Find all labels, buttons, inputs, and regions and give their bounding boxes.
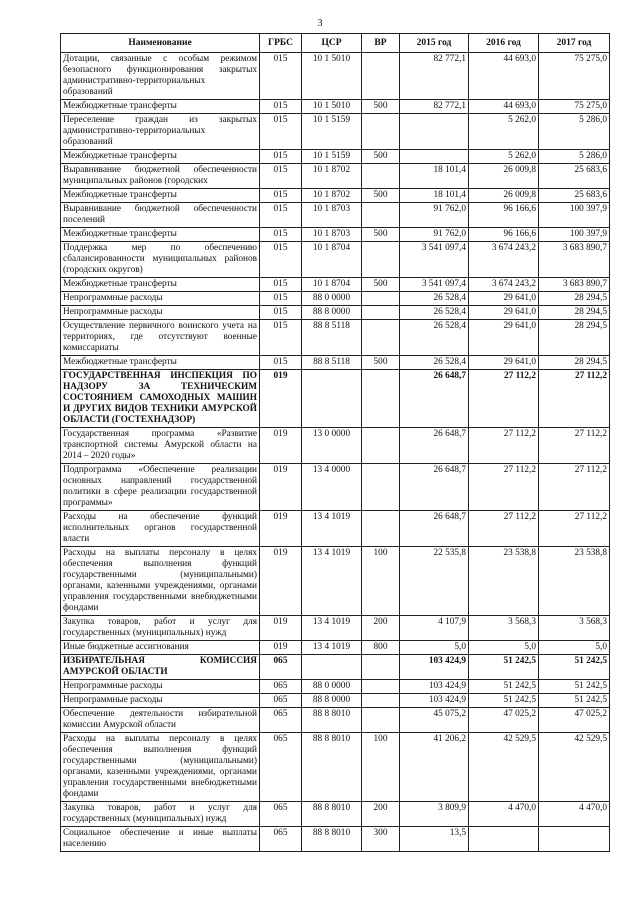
- row-value-2015: 18 101,4: [400, 189, 469, 203]
- row-name: Выравнивание бюджетной обеспеченности поселений: [61, 203, 260, 228]
- row-csr: 88 0 0000: [302, 292, 362, 306]
- row-csr: 10 1 8702: [302, 189, 362, 203]
- row-name: Непрограммные расходы: [61, 694, 260, 708]
- row-csr: 88 8 8010: [302, 708, 362, 733]
- row-grbs: 015: [260, 306, 302, 320]
- row-grbs: 015: [260, 356, 302, 370]
- table-row: [61, 641, 610, 655]
- row-vr: 200: [362, 802, 400, 827]
- row-grbs: 015: [260, 242, 302, 278]
- row-value-2017: [539, 827, 610, 852]
- row-grbs: 015: [260, 189, 302, 203]
- row-name: Межбюджетные трансферты: [61, 189, 260, 203]
- row-csr: 88 8 0000: [302, 694, 362, 708]
- row-csr: 88 8 8010: [302, 733, 362, 802]
- row-value-2015: 82 772,1: [400, 100, 469, 114]
- row-csr: 88 0 0000: [302, 680, 362, 694]
- row-grbs: 065: [260, 802, 302, 827]
- row-value-2016: 96 166,6: [469, 228, 539, 242]
- row-grbs: 019: [260, 370, 302, 428]
- row-name: Непрограммные расходы: [61, 680, 260, 694]
- row-value-2016: 26 009,8: [469, 164, 539, 189]
- row-name: Межбюджетные трансферты: [61, 278, 260, 292]
- row-value-2015: [400, 150, 469, 164]
- row-value-2017: 75 275,0: [539, 53, 610, 100]
- table-row: [61, 464, 610, 511]
- row-value-2016: 27 112,2: [469, 511, 539, 547]
- table-row: [61, 694, 610, 708]
- row-csr: 13 4 0000: [302, 464, 362, 511]
- row-grbs: 065: [260, 827, 302, 852]
- row-value-2015: 26 528,4: [400, 292, 469, 306]
- row-vr: 100: [362, 733, 400, 802]
- table-row: [61, 655, 610, 680]
- row-value-2016: 3 568,3: [469, 616, 539, 641]
- row-grbs: 015: [260, 228, 302, 242]
- row-grbs: 019: [260, 547, 302, 616]
- row-value-2016: 44 693,0: [469, 100, 539, 114]
- row-value-2016: 27 112,2: [469, 428, 539, 464]
- row-value-2017: 28 294,5: [539, 306, 610, 320]
- row-grbs: 015: [260, 278, 302, 292]
- table-row: [61, 733, 610, 802]
- table-row: [61, 53, 610, 100]
- row-grbs: 015: [260, 53, 302, 100]
- row-grbs: 015: [260, 320, 302, 356]
- row-vr: [362, 680, 400, 694]
- row-value-2017: 51 242,5: [539, 680, 610, 694]
- row-value-2017: 5,0: [539, 641, 610, 655]
- row-value-2017: 42 529,5: [539, 733, 610, 802]
- row-csr: [302, 655, 362, 680]
- header-vr: ВР: [362, 34, 400, 53]
- table-row: [61, 150, 610, 164]
- row-vr: [362, 203, 400, 228]
- row-vr: 100: [362, 547, 400, 616]
- row-grbs: 015: [260, 292, 302, 306]
- row-grbs: 065: [260, 655, 302, 680]
- row-grbs: 019: [260, 428, 302, 464]
- header-2017: 2017 год: [539, 34, 610, 53]
- row-value-2017: 75 275,0: [539, 100, 610, 114]
- table-row: [61, 242, 610, 278]
- row-name: Осуществление первичного воинского учета на территориях, где отсутствуют военные комиссариаты: [61, 320, 260, 356]
- row-value-2016: 5,0: [469, 641, 539, 655]
- row-name: Обеспечение деятельности избирательной комиссии Амурской области: [61, 708, 260, 733]
- row-vr: [362, 708, 400, 733]
- row-name: Расходы на выплаты персоналу в целях обеспечения выполнения функций государственными (муниципальными) органами, казенными учреждениями, органами управления государственными внебюджетными фондами: [61, 733, 260, 802]
- row-value-2017: 51 242,5: [539, 694, 610, 708]
- row-value-2016: 51 242,5: [469, 694, 539, 708]
- row-csr: 13 4 1019: [302, 641, 362, 655]
- row-value-2015: 26 648,7: [400, 511, 469, 547]
- table-row: [61, 356, 610, 370]
- row-value-2015: 22 535,8: [400, 547, 469, 616]
- row-grbs: 015: [260, 150, 302, 164]
- row-value-2015: 3 541 097,4: [400, 242, 469, 278]
- row-value-2015: 26 648,7: [400, 428, 469, 464]
- row-value-2016: 51 242,5: [469, 655, 539, 680]
- table-row: [61, 827, 610, 852]
- row-value-2016: [469, 827, 539, 852]
- row-value-2016: 29 641,0: [469, 292, 539, 306]
- row-value-2016: 29 641,0: [469, 306, 539, 320]
- row-vr: [362, 370, 400, 428]
- table-row: [61, 228, 610, 242]
- row-value-2016: 29 641,0: [469, 320, 539, 356]
- row-value-2016: 42 529,5: [469, 733, 539, 802]
- row-csr: 88 8 0000: [302, 306, 362, 320]
- row-value-2015: 91 762,0: [400, 228, 469, 242]
- row-csr: 88 8 5118: [302, 320, 362, 356]
- row-value-2015: 103 424,9: [400, 694, 469, 708]
- row-name: Дотации, связанные с особым режимом безопасного функционирования закрытых административно-территориальных образований: [61, 53, 260, 100]
- row-vr: 500: [362, 189, 400, 203]
- table-row: [61, 370, 610, 428]
- row-name: ИЗБИРАТЕЛЬНАЯ КОМИССИЯ АМУРСКОЙ ОБЛАСТИ: [61, 655, 260, 680]
- row-grbs: 065: [260, 733, 302, 802]
- row-vr: [362, 114, 400, 150]
- row-value-2017: 3 683 890,7: [539, 278, 610, 292]
- table-row: [61, 114, 610, 150]
- row-vr: 500: [362, 356, 400, 370]
- row-value-2017: 27 112,2: [539, 464, 610, 511]
- table-row: [61, 306, 610, 320]
- row-vr: [362, 242, 400, 278]
- row-value-2016: 4 470,0: [469, 802, 539, 827]
- row-name: Межбюджетные трансферты: [61, 228, 260, 242]
- row-csr: 10 1 8703: [302, 228, 362, 242]
- row-value-2015: 26 648,7: [400, 370, 469, 428]
- row-value-2015: 26 528,4: [400, 306, 469, 320]
- row-csr: [302, 370, 362, 428]
- page-number: 3: [317, 18, 323, 29]
- row-value-2017: 5 286,0: [539, 150, 610, 164]
- row-vr: [362, 464, 400, 511]
- row-value-2016: 27 112,2: [469, 464, 539, 511]
- row-vr: 800: [362, 641, 400, 655]
- row-value-2017: 3 568,3: [539, 616, 610, 641]
- row-value-2017: 100 397,9: [539, 228, 610, 242]
- row-value-2015: 26 528,4: [400, 320, 469, 356]
- row-name: Подпрограмма «Обеспечение реализации основных направлений государственной политики в сфере реализации государственной программы»: [61, 464, 260, 511]
- row-value-2016: 29 641,0: [469, 356, 539, 370]
- row-value-2015: [400, 114, 469, 150]
- row-grbs: 019: [260, 464, 302, 511]
- table-body: [61, 53, 610, 852]
- row-value-2015: 26 648,7: [400, 464, 469, 511]
- row-name: Межбюджетные трансферты: [61, 356, 260, 370]
- row-name: Выравнивание бюджетной обеспеченности муниципальных районов (городских: [61, 164, 260, 189]
- row-vr: [362, 428, 400, 464]
- row-value-2017: 5 286,0: [539, 114, 610, 150]
- header-grbs: ГРБС: [260, 34, 302, 53]
- row-vr: [362, 306, 400, 320]
- header-name: Наименование: [61, 34, 260, 53]
- row-csr: 10 1 5010: [302, 100, 362, 114]
- row-value-2016: 5 262,0: [469, 150, 539, 164]
- row-name: Непрограммные расходы: [61, 292, 260, 306]
- row-csr: 88 8 8010: [302, 802, 362, 827]
- row-value-2016: 47 025,2: [469, 708, 539, 733]
- row-grbs: 019: [260, 641, 302, 655]
- row-name: Государственная программа «Развитие транспортной системы Амурской области на 2014 – 2020 годы»: [61, 428, 260, 464]
- table-row: [61, 428, 610, 464]
- row-csr: 10 1 8702: [302, 164, 362, 189]
- row-value-2015: 103 424,9: [400, 655, 469, 680]
- row-name: Переселение граждан из закрытых административно-территориальных образований: [61, 114, 260, 150]
- row-csr: 13 4 1019: [302, 511, 362, 547]
- row-value-2016: 3 674 243,2: [469, 278, 539, 292]
- row-vr: 300: [362, 827, 400, 852]
- header-row: [61, 34, 610, 53]
- row-grbs: 015: [260, 164, 302, 189]
- row-value-2017: 28 294,5: [539, 320, 610, 356]
- row-value-2015: 5,0: [400, 641, 469, 655]
- row-value-2017: 51 242,5: [539, 655, 610, 680]
- row-name: Межбюджетные трансферты: [61, 150, 260, 164]
- row-vr: [362, 694, 400, 708]
- row-value-2015: 82 772,1: [400, 53, 469, 100]
- table-row: [61, 708, 610, 733]
- row-grbs: 015: [260, 203, 302, 228]
- row-grbs: 065: [260, 708, 302, 733]
- table-row: [61, 100, 610, 114]
- row-csr: 13 0 0000: [302, 428, 362, 464]
- row-value-2015: 26 528,4: [400, 356, 469, 370]
- row-value-2017: 25 683,6: [539, 189, 610, 203]
- row-csr: 13 4 1019: [302, 616, 362, 641]
- row-csr: 10 1 8703: [302, 203, 362, 228]
- row-value-2017: 28 294,5: [539, 356, 610, 370]
- table-row: [61, 511, 610, 547]
- row-value-2016: 3 674 243,2: [469, 242, 539, 278]
- table-row: [61, 802, 610, 827]
- header-2015: 2015 год: [400, 34, 469, 53]
- table-row: [61, 547, 610, 616]
- row-value-2017: 100 397,9: [539, 203, 610, 228]
- row-csr: 10 1 8704: [302, 242, 362, 278]
- row-name: ГОСУДАРСТВЕННАЯ ИНСПЕКЦИЯ ПО НАДЗОРУ ЗА ТЕХНИЧЕСКИМ СОСТОЯНИЕМ САМОХОДНЫХ МАШИН И ДРУГИХ ВИДОВ ТЕХНИКИ АМУРСКОЙ ОБЛАСТИ (ГОСТЕХНАДЗОР): [61, 370, 260, 428]
- row-name: Социальное обеспечение и иные выплаты населению: [61, 827, 260, 852]
- row-name: Поддержка мер по обеспечению сбалансированности муниципальных районов (городских округов): [61, 242, 260, 278]
- row-value-2015: 13,5: [400, 827, 469, 852]
- row-value-2016: 51 242,5: [469, 680, 539, 694]
- budget-table: [60, 33, 610, 852]
- row-grbs: 065: [260, 680, 302, 694]
- table-row: [61, 203, 610, 228]
- row-value-2015: 91 762,0: [400, 203, 469, 228]
- row-value-2015: 3 541 097,4: [400, 278, 469, 292]
- row-grbs: 015: [260, 100, 302, 114]
- row-name: Непрограммные расходы: [61, 306, 260, 320]
- row-value-2017: 27 112,2: [539, 370, 610, 428]
- header-2016: 2016 год: [469, 34, 539, 53]
- row-value-2017: 47 025,2: [539, 708, 610, 733]
- row-value-2016: 96 166,6: [469, 203, 539, 228]
- row-name: Закупка товаров, работ и услуг для государственных (муниципальных) нужд: [61, 616, 260, 641]
- row-vr: 500: [362, 100, 400, 114]
- table-row: [61, 189, 610, 203]
- row-name: Закупка товаров, работ и услуг для государственных (муниципальных) нужд: [61, 802, 260, 827]
- row-csr: 13 4 1019: [302, 547, 362, 616]
- row-value-2015: 3 809,9: [400, 802, 469, 827]
- row-value-2017: 28 294,5: [539, 292, 610, 306]
- row-value-2017: 3 683 890,7: [539, 242, 610, 278]
- row-vr: 500: [362, 228, 400, 242]
- row-grbs: 019: [260, 511, 302, 547]
- row-vr: [362, 164, 400, 189]
- row-vr: [362, 320, 400, 356]
- row-csr: 10 1 5010: [302, 53, 362, 100]
- row-value-2017: 27 112,2: [539, 428, 610, 464]
- table-row: [61, 320, 610, 356]
- row-vr: [362, 292, 400, 306]
- table-row: [61, 680, 610, 694]
- row-value-2017: 27 112,2: [539, 511, 610, 547]
- row-value-2017: 25 683,6: [539, 164, 610, 189]
- row-vr: 500: [362, 278, 400, 292]
- row-value-2016: 26 009,8: [469, 189, 539, 203]
- row-grbs: 019: [260, 616, 302, 641]
- row-name: Иные бюджетные ассигнования: [61, 641, 260, 655]
- table-row: [61, 292, 610, 306]
- row-value-2016: 27 112,2: [469, 370, 539, 428]
- row-csr: 88 8 5118: [302, 356, 362, 370]
- row-csr: 10 1 5159: [302, 150, 362, 164]
- row-grbs: 015: [260, 114, 302, 150]
- table-row: [61, 278, 610, 292]
- row-value-2016: 5 262,0: [469, 114, 539, 150]
- row-csr: 10 1 5159: [302, 114, 362, 150]
- row-name: Межбюджетные трансферты: [61, 100, 260, 114]
- row-vr: 200: [362, 616, 400, 641]
- table-row: [61, 164, 610, 189]
- header-csr: ЦСР: [302, 34, 362, 53]
- row-value-2015: 18 101,4: [400, 164, 469, 189]
- row-vr: [362, 655, 400, 680]
- table-row: [61, 616, 610, 641]
- row-name: Расходы на выплаты персоналу в целях обеспечения выполнения функций государственными (муниципальными) органами, казенными учреждениями, органами управления государственными внебюджетными фондами: [61, 547, 260, 616]
- row-value-2017: 4 470,0: [539, 802, 610, 827]
- row-vr: [362, 53, 400, 100]
- row-vr: [362, 511, 400, 547]
- row-name: Расходы на обеспечение функций исполнительных органов государственной власти: [61, 511, 260, 547]
- row-value-2015: 41 206,2: [400, 733, 469, 802]
- row-csr: 88 8 8010: [302, 827, 362, 852]
- row-value-2015: 4 107,9: [400, 616, 469, 641]
- row-grbs: 065: [260, 694, 302, 708]
- row-value-2016: 23 538,8: [469, 547, 539, 616]
- row-vr: 500: [362, 150, 400, 164]
- row-value-2015: 45 075,2: [400, 708, 469, 733]
- row-value-2016: 44 693,0: [469, 53, 539, 100]
- row-value-2017: 23 538,8: [539, 547, 610, 616]
- row-value-2015: 103 424,9: [400, 680, 469, 694]
- row-csr: 10 1 8704: [302, 278, 362, 292]
